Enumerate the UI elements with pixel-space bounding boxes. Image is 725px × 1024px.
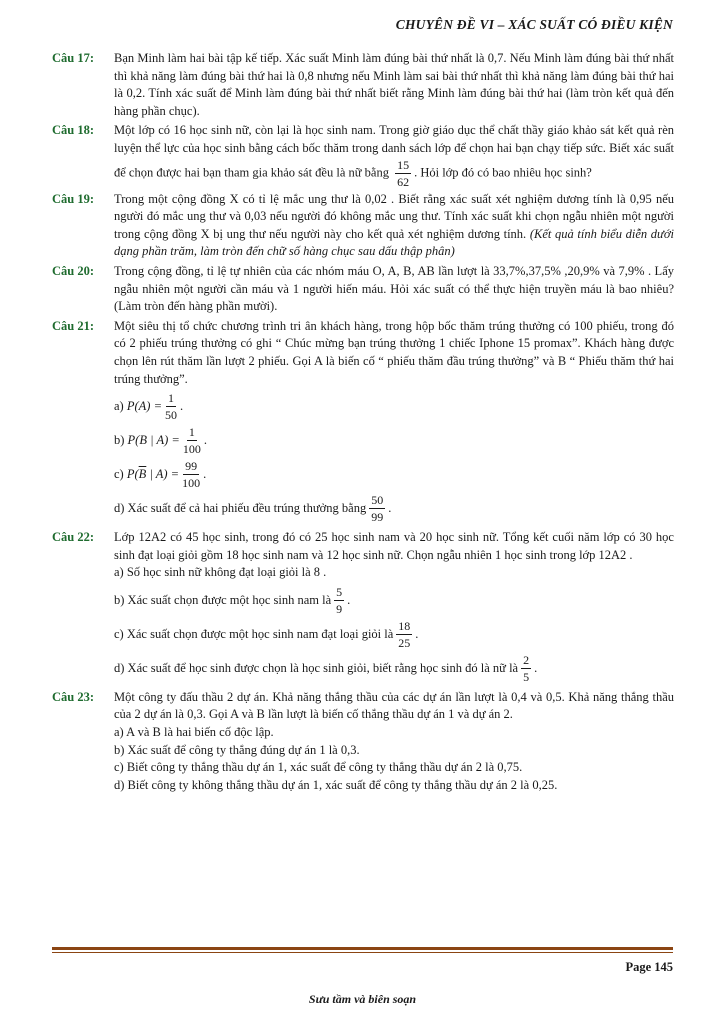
option-b: b) Xác suất chọn được một học sinh nam là $\frac{5}{9}$ . — [114, 584, 351, 616]
option-c: c) Xác suất chọn được một học sinh nam đạt loại giỏi là $\frac{18}{25}$ . — [114, 618, 419, 650]
option-b: b) Xác suất để công ty thắng đúng dự án 1 là 0,3. — [114, 742, 360, 757]
question-text: Lớp 12A2 có 45 học sinh, trong đó có 25 học sinh nam và 20 học sinh nữ. Tổng kết cuối năm lớp có 30 học sinh đạt loại giỏi gồm 18 học sinh nam và 12 học sinh nữ. Chọn ngẫu nhiên 1 học sinh trong lớp 12A2 . — [114, 530, 674, 562]
question-label: Câu 18: — [52, 123, 95, 138]
option-c: c) $P(\overline{B}$ | A) = $\frac{99}{100}$ . — [114, 459, 207, 491]
question-note: (Kết quả tính biểu diễn dưới dạng phần trăm, làm tròn đến chữ số hàng chục sau dấu thập phân) — [114, 226, 674, 259]
option-a: a) P(A) = $\frac{1}{50}$ . — [114, 391, 184, 423]
question-20 — [52, 263, 674, 316]
question-text: Trong một cộng đồng X có tỉ lệ mắc ung thư là 0,02 . Biết rằng xác suất xét nghiệm dương tính là 0,95 nếu người đó mắc ung thư và 0,03 nếu người đó không mắc ung thư. Tính xác suất khi chọn ngẫu nhiên một người trong cộng đồng X bị ung thư nếu người này cho kết quả xét nghiệm dương tính. (Kết quả tính biểu diễn dưới dạng phần trăm, làm tròn đến chữ số hàng chục sau dấu thập phân) — [114, 191, 674, 259]
option-c: c) Biết công ty thắng thầu dự án 1, xác suất để công ty thắng thầu dự án 2 là 0,75. — [114, 760, 523, 775]
question-17 — [52, 50, 674, 120]
question-label: Câu 19: — [52, 191, 95, 206]
option-a: a) Số học sinh nữ không đạt loại giỏi là 8 . — [114, 565, 327, 580]
question-text: Trong cộng đồng, tỉ lệ tự nhiên của các nhóm máu O, A, B, AB lần lượt là 33,7%,37,5% ,20,9% và 7,9% . Lấy ngẫu nhiên một người cần máu và 1 người hiến máu. Hỏi xác suất có thể thực hiện truyền máu là bao nhiêu? (Làm tròn đến hàng phần mười). — [114, 263, 674, 314]
option-a: a) A và B là hai biến cố độc lập. — [114, 725, 274, 740]
question-text: Một công ty đấu thầu 2 dự án. Khả năng thắng thầu của các dự án lần lượt là 0,4 và 0,5. Khả năng thắng thầu của 2 dự án là 0,3. Gọi A và B lần lượt là biến cố thắng thầu dự án 1 và dự án 2. — [114, 689, 674, 722]
option-d: d) Biết công ty không thắng thầu dự án 1, xác suất để công ty thắng thầu dự án 2 là 0,25. — [114, 777, 558, 792]
question-text: Bạn Minh làm hai bài tập kế tiếp. Xác suất Minh làm đúng bài thứ nhất là 0,7. Nếu Minh làm đúng bài thứ nhất thì khả năng làm đúng bài thứ hai là 0,8 nhưng nếu Minh làm sai bài thứ nhất thì khả năng làm đúng bài thứ hai là 0,2. Tính xác suất để Minh làm đúng bài thứ nhất biết rằng Minh làm đúng bài thứ hai (làm tròn kết quả đến hàng phần chục). — [114, 51, 674, 118]
option-b: b) P(B | A) = $\frac{1}{100}$ . — [114, 425, 207, 457]
option-d: d) Xác suất để cả hai phiếu đều trúng thưởng bằng $\frac{50}{99}$ . — [114, 493, 392, 525]
page-number: Page 145 — [625, 960, 673, 974]
question-22 — [52, 529, 674, 687]
footer-divider — [52, 947, 673, 950]
question-label: Câu 20: — [52, 263, 95, 278]
exercise-list — [52, 50, 674, 796]
question-19 — [52, 191, 674, 261]
question-label: Câu 23: — [52, 689, 95, 704]
footer-credit: Sưu tầm và biên soạn — [308, 992, 417, 1006]
question-18 — [52, 122, 674, 188]
question-23 — [52, 689, 674, 795]
question-label: Câu 17: — [52, 51, 95, 65]
question-label: Câu 22: — [52, 530, 95, 545]
page-header-title: CHUYÊN ĐỀ VI – XÁC SUẤT CÓ ĐIỀU KIỆN — [395, 17, 673, 32]
question-text: Một siêu thị tổ chức chương trình tri ân khách hàng, trong hộp bốc thăm trúng thưởng có 100 phiếu, trong đó có 2 phiếu trúng thưởng có ghi “ Chúc mừng bạn trúng thưởng 1 chiếc Iphone 15 promax”. Khách hàng được chọn lên rút thăm lần lượt 2 phiếu. Gọi A là biến cố “ phiếu thăm đầu trúng thưởng” và B “ Phiếu thăm thứ hai trúng thưởng”. — [114, 318, 674, 386]
question-21 — [52, 318, 674, 527]
question-label: Câu 21: — [52, 318, 95, 333]
fraction: $\frac{15}{62}$ — [397, 157, 410, 189]
option-d: d) Xác suất để học sinh được chọn là học sinh giỏi, biết rằng học sinh đó là nữ là $\frac{2}{5}$ . — [114, 652, 538, 684]
question-text: Một lớp có 16 học sinh nữ, còn lại là học sinh nam. Trong giờ giáo dục thể chất thầy giáo khảo sát kết quả rèn luyện thể lực của học sinh bằng cách bốc thăm trong danh sách lớp để chọn hai bạn chạy tiếp sức. Biết xác suất để chọn được hai bạn tham gia khảo sát đều là nữ bằng $\frac{15}{62}$ . Hỏi lớp đó có bao nhiêu học sinh? — [114, 123, 674, 189]
footer-divider-thin — [52, 952, 673, 953]
